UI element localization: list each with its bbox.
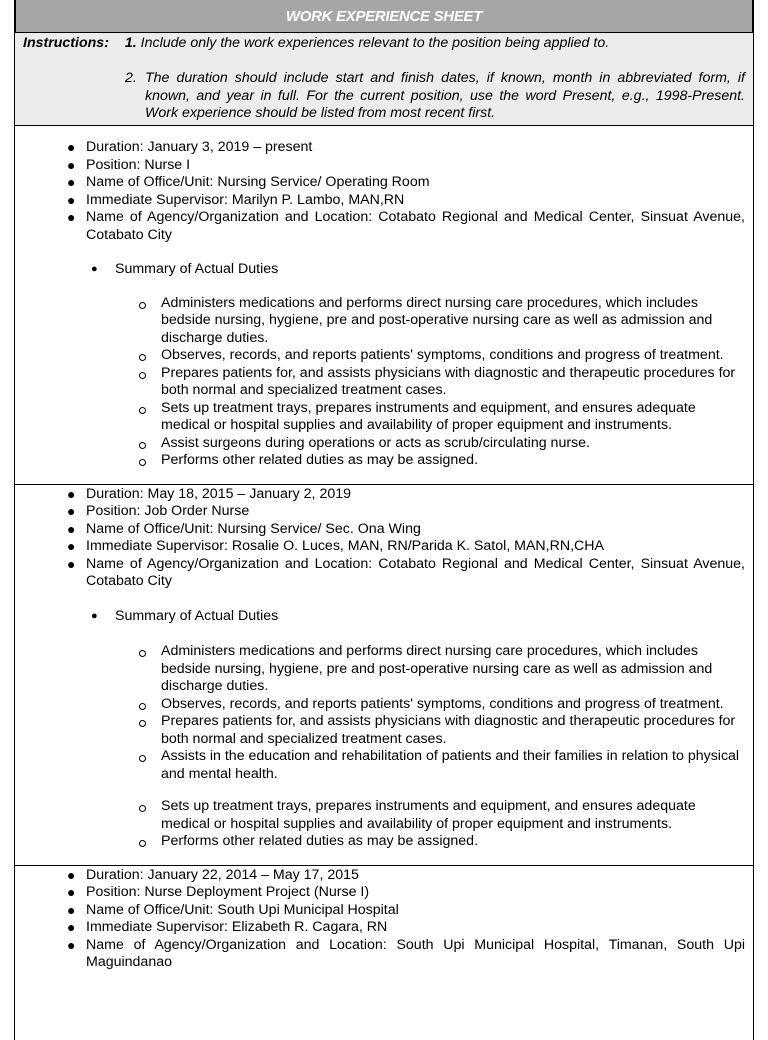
circle-bullet-icon [139, 755, 146, 762]
bullet-icon: ● [67, 884, 76, 900]
agency-field [15, 209, 753, 244]
entry-fields [15, 867, 753, 972]
duty-item [15, 435, 753, 453]
work-experience-sheet [14, 0, 754, 1040]
office-text: Name of Office/Unit: Nursing Service/ Operating Room [86, 174, 430, 190]
instruction-2-number: 2. [125, 70, 137, 86]
duration-field [15, 139, 753, 157]
circle-bullet-icon [139, 650, 146, 657]
agency-field [15, 937, 753, 972]
duties-list [15, 643, 753, 851]
duty-text: Administers medications and performs direct nursing care procedures, which includes bedside nursing, hygiene, pre and post-operative nursing care as well as admission and discharge duties. [161, 294, 713, 346]
circle-bullet-icon [139, 407, 146, 414]
supervisor-field [15, 919, 753, 937]
bullet-icon: ● [67, 191, 76, 208]
duration-field [15, 867, 753, 885]
circle-bullet-icon [139, 302, 146, 309]
instructions-label: Instructions: [23, 35, 109, 51]
duty-text: Assist surgeons during operations or acts as scrub/circulating nurse. [161, 434, 590, 451]
position-field [15, 157, 753, 175]
instruction-1-text: Include only the work experiences relevant to the position being applied to. [140, 35, 610, 51]
summary-label: Summary of Actual Duties [115, 261, 279, 277]
duration-text: Duration: May 18, 2015 – January 2, 2019 [86, 485, 352, 502]
circle-bullet-icon [139, 459, 146, 466]
bullet-icon: ● [67, 174, 76, 190]
duties-list [15, 295, 753, 470]
duty-text: Observes, records, and reports patients' symptoms, conditions and progress of treatment. [161, 347, 724, 363]
agency-text: Name of Agency/Organization and Location: Cotabato Regional and Medical Center, Sinsuat Avenue, Cotabato City [86, 209, 745, 243]
bullet-icon: ● [67, 485, 76, 502]
circle-bullet-icon [139, 703, 146, 710]
position-field [15, 884, 753, 902]
duty-text: Performs other related duties as may be assigned. [161, 833, 479, 849]
circle-bullet-icon [139, 442, 146, 449]
office-text: Name of Office/Unit: Nursing Service/ Sec. Ona Wing [86, 520, 421, 537]
agency-text: Name of Agency/Organization and Location: Cotabato Regional and Medical Center, Sinsuat Avenue, Cotabato City [86, 555, 745, 589]
bullet-icon: ● [67, 503, 76, 519]
duty-text: Prepares patients for, and assists physicians with diagnostic and therapeutic procedures for both normal and specialized treatment cases. [161, 364, 736, 398]
bullet-icon: ● [67, 139, 76, 155]
duty-item [15, 347, 753, 365]
office-field [15, 902, 753, 920]
bullet-icon: ● [67, 936, 76, 953]
sheet-title: WORK EXPERIENCE SHEET [15, 0, 753, 33]
summary-heading [15, 608, 753, 626]
bullet-icon: ● [91, 609, 98, 622]
bullet-icon: ● [91, 263, 98, 275]
duty-item [15, 696, 753, 714]
duty-text: Observes, records, and reports patients' symptoms, conditions and progress of treatment. [161, 695, 724, 712]
duty-item [15, 833, 753, 851]
instructions-box [15, 33, 753, 126]
bullet-icon: ● [67, 901, 76, 918]
office-field [15, 174, 753, 192]
experience-entry-1 [15, 126, 753, 485]
duty-item [15, 713, 753, 748]
entry-fields [15, 486, 753, 591]
bullet-icon: ● [67, 209, 76, 225]
duty-item [15, 748, 753, 783]
bullet-icon: ● [67, 555, 76, 572]
duty-item [15, 365, 753, 400]
experience-entry-2 [15, 485, 753, 866]
office-field [15, 521, 753, 539]
duration-text: Duration: January 3, 2019 – present [86, 139, 313, 155]
bullet-icon: ● [67, 156, 76, 173]
duty-item [15, 452, 753, 470]
supervisor-text: Immediate Supervisor: Rosalie O. Luces, MAN, RN/Parida K. Satol, MAN,RN,CHA [86, 538, 605, 554]
duty-item [15, 400, 753, 435]
bullet-icon: ● [67, 919, 76, 935]
supervisor-field [15, 192, 753, 210]
duty-item [15, 798, 753, 833]
duty-text: Sets up treatment trays, prepares instruments and equipment, and ensures adequate medical or hospital supplies and availability of proper equipment and instruments. [161, 399, 696, 433]
circle-bullet-icon [139, 372, 146, 379]
circle-bullet-icon [139, 805, 146, 812]
agency-text: Name of Agency/Organization and Location: South Upi Municipal Hospital, Timanan, South Upi Maguindanao [86, 936, 745, 970]
instruction-2 [125, 70, 745, 123]
duty-item [15, 295, 753, 348]
duty-text: Administers medications and performs direct nursing care procedures, which includes bedside nursing, hygiene, pre and post-operative nursing care as well as admission and discharge duties. [161, 643, 713, 694]
supervisor-text: Immediate Supervisor: Marilyn P. Lambo, MAN,RN [86, 191, 405, 208]
duration-text: Duration: January 22, 2014 – May 17, 2015 [86, 866, 359, 883]
position-text: Position: Job Order Nurse [86, 503, 250, 519]
instruction-1 [23, 35, 609, 53]
circle-bullet-icon [139, 720, 146, 727]
duty-text: Performs other related duties as may be assigned. [161, 452, 479, 468]
agency-field [15, 556, 753, 591]
supervisor-text: Immediate Supervisor: Elizabeth R. Cagara, RN [86, 919, 388, 935]
bullet-icon: ● [67, 520, 76, 537]
bullet-icon: ● [67, 538, 76, 554]
summary-label: Summary of Actual Duties [115, 607, 279, 624]
duration-field [15, 486, 753, 504]
duty-item [15, 643, 753, 696]
duty-text: Assists in the education and rehabilitation of patients and their families in relation to physical and mental health. [161, 748, 740, 782]
bullet-icon: ● [67, 866, 76, 883]
circle-bullet-icon [139, 354, 146, 361]
instruction-2-text: The duration should include start and finish dates, if known, month in abbreviated form, if known, and year in full. For the current position, use the word Present, e.g., 1998-Present. Work experience should be listed from most recent first. [145, 70, 745, 121]
duty-text: Prepares patients for, and assists physicians with diagnostic and therapeutic procedures for both normal and specialized treatment cases. [161, 713, 736, 747]
entry-fields [15, 139, 753, 244]
circle-bullet-icon [139, 840, 146, 847]
supervisor-field [15, 538, 753, 556]
office-text: Name of Office/Unit: South Upi Municipal Hospital [86, 901, 399, 918]
experience-entry-3 [15, 866, 753, 972]
position-text: Position: Nurse I [86, 156, 191, 173]
duty-text: Sets up treatment trays, prepares instruments and equipment, and ensures adequate medical or hospital supplies and availability of proper equipment and instruments. [161, 798, 696, 832]
position-text: Position: Nurse Deployment Project (Nurse I) [86, 884, 370, 900]
instruction-1-number: 1. [124, 35, 137, 51]
position-field [15, 503, 753, 521]
summary-heading [15, 261, 753, 279]
